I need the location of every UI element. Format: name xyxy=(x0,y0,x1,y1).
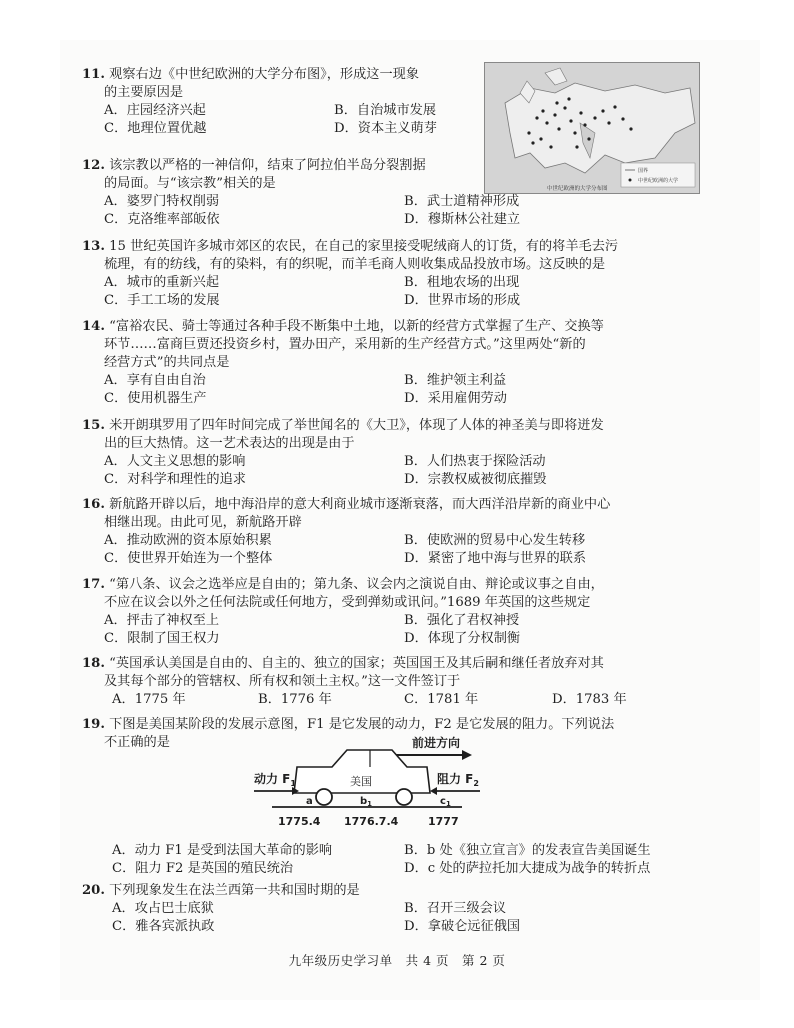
question-stem: 18. “英国承认美国是自由的、自主的、独立的国家；英国国王及其后嗣和继任者放弃对其 xyxy=(82,656,604,671)
question-15 xyxy=(82,417,604,489)
wheel-right xyxy=(396,789,412,805)
question-stem: 14. “富裕农民、骑士等通过各种手段不断集中土地，以新的经营方式掌握了生产、交换等 xyxy=(82,319,604,334)
question-stem: 19. 下图是美国某阶段的发展示意图，F1 是它发展的动力，F2 是它发展的阻力。下列说法 xyxy=(82,717,615,732)
question-20 xyxy=(82,882,521,936)
option-b[interactable]: B．召开三级会议 xyxy=(404,901,507,916)
options-row xyxy=(82,630,604,648)
option-d[interactable]: D．采用雇佣劳动 xyxy=(404,391,507,406)
options-row xyxy=(82,532,610,550)
option-b[interactable]: B．强化了君权神授 xyxy=(404,613,520,628)
question-12 xyxy=(82,157,521,229)
question-13 xyxy=(82,238,618,310)
point-c: $c_1$ xyxy=(440,796,451,808)
force-f1-label: 动力 $F_1$ xyxy=(254,772,296,788)
question-stem: 16. 新航路开辟以后，地中海沿岸的意大利商业城市逐渐衰落，而大西洋沿岸新的商业中心 xyxy=(82,497,611,512)
question-stem-line: 及其每个部分的管辖权、所有权和领土主权。”这一文件签订于 xyxy=(104,674,461,689)
point-a: a xyxy=(306,796,313,807)
question-stem-line: 的主要原因是 xyxy=(104,85,184,100)
option-c[interactable]: C．地理位置优越 xyxy=(104,121,207,136)
options-row xyxy=(82,372,604,390)
option-c[interactable]: C．对科学和理性的追求 xyxy=(104,472,246,487)
question-stem: 20. 下列现象发生在法兰西第一共和国时期的是 xyxy=(82,883,360,898)
question-stem: 12. 该宗教以严格的一神信仰，结束了阿拉伯半岛分裂割据 xyxy=(82,158,426,173)
medieval-university-map xyxy=(484,62,700,194)
options-row xyxy=(82,918,521,936)
question-stem-line: 相继出现。由此可见，新航路开辟 xyxy=(104,515,302,530)
options-row xyxy=(82,120,482,138)
options-row xyxy=(82,550,610,568)
question-stem: 13. 15 世纪英国许多城市郊区的农民，在自己的家里接受呢绒商人的订货，有的将羊毛去污 xyxy=(82,239,619,254)
option-d[interactable]: D．紧密了地中海与世界的联系 xyxy=(404,551,587,566)
question-stem-line: 出的巨大热情。这一艺术表达的出现是由于 xyxy=(104,436,355,451)
force-f2-label: 阻力 $F_2$ xyxy=(437,772,479,788)
option-b[interactable]: B．武士道精神形成 xyxy=(404,194,520,209)
option-c[interactable]: C．使世界开始连为一个整体 xyxy=(104,551,273,566)
option-c[interactable]: C．雅各宾派执政 xyxy=(112,919,215,934)
option-b[interactable]: B．人们热衷于探险活动 xyxy=(404,454,546,469)
option-d[interactable]: D．体现了分权制衡 xyxy=(404,631,521,646)
wheel-left xyxy=(316,789,332,805)
question-stem-line: 不正确的是 xyxy=(104,735,170,750)
option-d[interactable]: D．宗教权威被彻底摧毁 xyxy=(404,472,547,487)
option-c[interactable]: C．手工工场的发展 xyxy=(104,293,220,308)
options-row xyxy=(82,390,604,408)
options-row xyxy=(82,193,520,211)
option-d[interactable]: D．c 处的萨拉托加大捷成为战争的转折点 xyxy=(404,861,651,876)
date-c: 1777 xyxy=(428,815,459,828)
option-b[interactable]: B．自治城市发展 xyxy=(334,103,437,118)
option-c[interactable]: C．阻力 F2 是英国的殖民统治 xyxy=(112,861,294,876)
option-a[interactable]: A．庄园经济兴起 xyxy=(104,103,206,118)
question-18 xyxy=(82,655,627,709)
page-footer: 九年级历史学习单 共 4 页 第 2 页 xyxy=(288,953,506,968)
options-row xyxy=(82,211,521,229)
question-stem-line: 的局面。与“该宗教”相关的是 xyxy=(104,176,276,191)
option-a[interactable]: A．推动欧洲的资本原始积累 xyxy=(104,533,272,548)
question-stem-line: 不应在议会以外之任何法院或任何地方，受到弹劾或讯问。”1689 年英国的这些规定 xyxy=(104,595,591,610)
option-a[interactable]: A．抨击了神权至上 xyxy=(104,613,220,628)
option-b[interactable]: B．租地农场的出现 xyxy=(404,275,520,290)
option-a[interactable]: A．婆罗门特权削弱 xyxy=(104,194,220,209)
date-a: 1775.4 xyxy=(278,815,321,828)
car-label: 美国 xyxy=(350,775,372,788)
question-16 xyxy=(82,496,610,568)
option-a[interactable]: A．攻占巴士底狱 xyxy=(112,901,214,916)
option-c[interactable]: C．克洛维率部皈依 xyxy=(104,212,220,227)
question-stem: 17. “第八条、议会之选举应是自由的；第九条、议会内之演说自由、辩论或议事之自由， xyxy=(82,577,604,592)
option-c[interactable]: C．1781 年 xyxy=(404,692,479,707)
option-b[interactable]: B．b 处《独立宣言》的发表宣告美国诞生 xyxy=(404,843,651,858)
point-b: $b_1$ xyxy=(360,796,373,808)
map-legend-university: 中世纪欧洲的大学 xyxy=(638,178,679,184)
options-row xyxy=(82,612,604,630)
direction-label: 前进方向 xyxy=(412,736,461,750)
option-a[interactable]: A．享有自由自治 xyxy=(104,373,206,388)
date-b: 1776.7.4 xyxy=(344,815,399,828)
option-c[interactable]: C．使用机器生产 xyxy=(104,391,207,406)
question-stem: 11. 观察右边《中世纪欧洲的大学分布图》，形成这一现象 xyxy=(82,67,420,82)
options-row xyxy=(82,691,627,709)
question-stem-line: 环节……富商巨贾还投资乡村，置办田产，采用新的生产经营方式。”这里两处“新的 xyxy=(104,337,586,352)
option-a[interactable]: A．动力 F1 是受到法国大革命的影响 xyxy=(112,843,333,858)
option-d[interactable]: D．拿破仑远征俄国 xyxy=(404,919,521,934)
option-c[interactable]: C．限制了国王权力 xyxy=(104,631,220,646)
option-b[interactable]: B．使欧洲的贸易中心发生转移 xyxy=(404,533,586,548)
question-stem-line: 经营方式”的共同点是 xyxy=(104,355,230,370)
option-a[interactable]: A．人文主义思想的影响 xyxy=(104,454,246,469)
option-b[interactable]: B．维护领主利益 xyxy=(404,373,507,388)
us-development-diagram xyxy=(252,735,482,835)
question-17 xyxy=(82,576,604,648)
question-11 xyxy=(82,66,482,138)
question-stem: 15. 米开朗琪罗用了四年时间完成了举世闻名的《大卫》，体现了人体的神圣美与即将迸发 xyxy=(82,418,604,433)
options-row xyxy=(82,900,507,918)
map-caption: 中世纪欧洲的大学分布图 xyxy=(547,186,608,192)
option-d[interactable]: D．穆斯林公社建立 xyxy=(404,212,521,227)
options-row xyxy=(82,471,604,489)
question-14 xyxy=(82,318,604,408)
option-a[interactable]: A．城市的重新兴起 xyxy=(104,275,220,290)
option-b[interactable]: B．1776 年 xyxy=(258,692,332,707)
option-d[interactable]: D．世界市场的形成 xyxy=(404,293,521,308)
map-legend-border: 国界 xyxy=(638,168,649,174)
options-row xyxy=(82,102,482,120)
question-stem-line: 梳理，有的纺线，有的染料，有的织呢，而羊毛商人则收集成品投放市场。这反映的是 xyxy=(104,257,606,272)
options-row xyxy=(82,292,618,310)
diagram-graphic xyxy=(252,735,482,835)
option-d[interactable]: D．1783 年 xyxy=(552,692,627,707)
option-a[interactable]: A．1775 年 xyxy=(112,692,186,707)
option-d[interactable]: D．资本主义萌芽 xyxy=(334,121,437,136)
map-graphic xyxy=(485,63,699,193)
options-row xyxy=(82,453,604,471)
direction-arrowhead xyxy=(462,750,472,760)
options-row xyxy=(82,274,618,292)
